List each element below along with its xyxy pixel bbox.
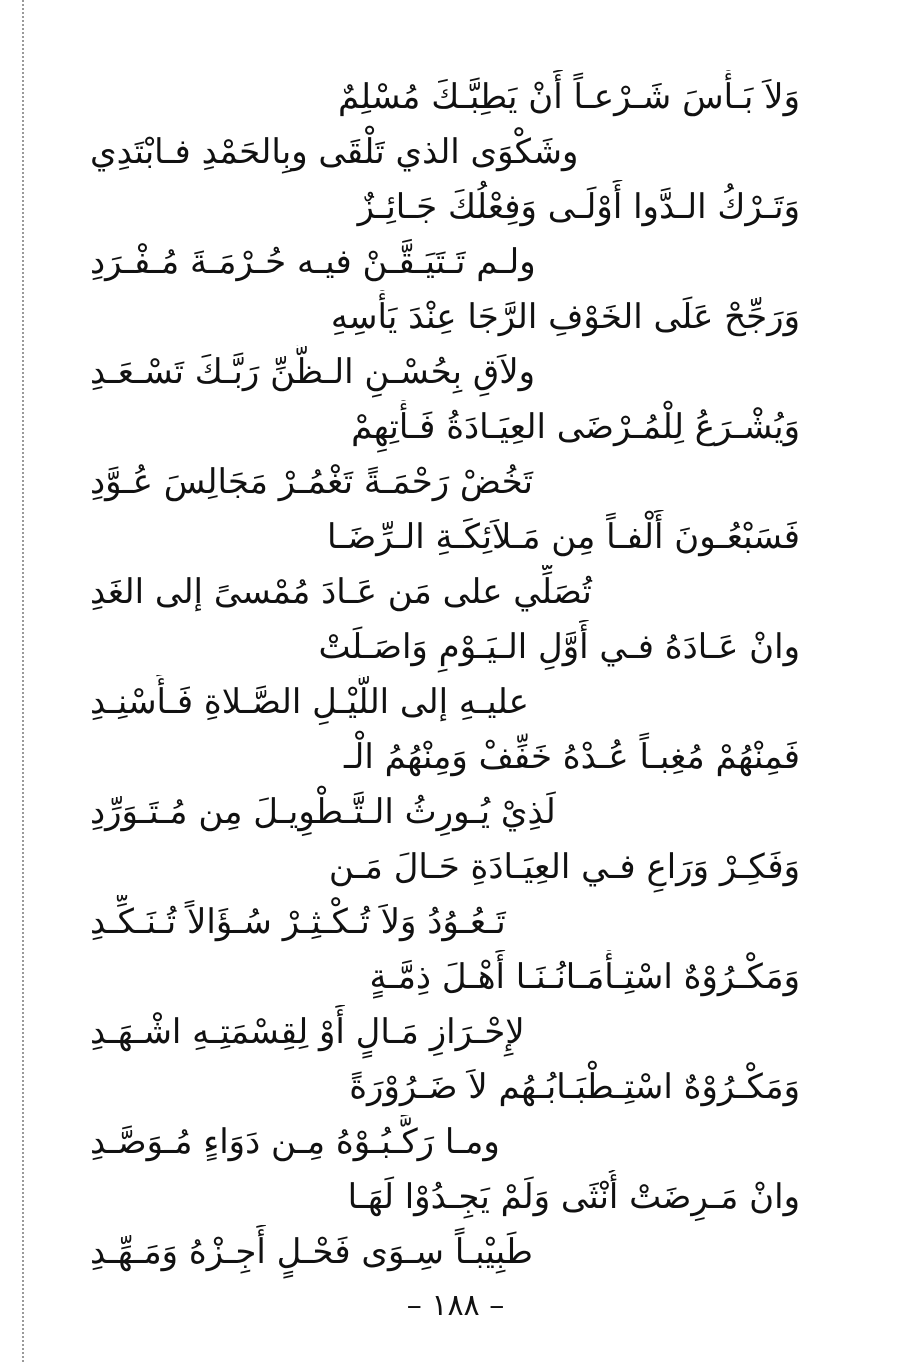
verse-line: ومـا رَكَّـبُـوْهُ مِـن دَوَاءٍ مُـوَصَّـدِ (90, 1122, 500, 1162)
verse-line: وَرَجِّحْ عَلَى الخَوْفِ الرَّجَا عِنْدَ يَأْسِهِ (330, 297, 800, 337)
verse-line: وَلاَ بَـأْسَ شَـرْعـاً أَنْ يَطِبَّـكَ مُسْلِمٌ (337, 77, 800, 117)
verse-line: ولـم تَـتَيَـقَّـنْ فيـه حُـرْمَـةَ مُـفْـرَدِ (90, 242, 536, 282)
verse-line: تَخُضْ رَحْمَـةً تَغْمُـرْ مَجَالِسَ عُـوَّدِ (90, 462, 533, 502)
verse-line: لَذِيْ يُـورِثُ الـتَّـطْوِيـلَ مِن مُـتَـوَرِّدِ (90, 792, 556, 832)
margin-dotted-rule (22, 0, 24, 1362)
verse-line: تَـعُـوُدُ وَلاَ تُـكْـثِـرْ سُـؤَالاً تُـنَـكِّـدِ (90, 902, 506, 942)
verse-line: وَيُشْـرَعُ لِلْمُـرْضَى العِيَـادَةُ فَـأْتِهِمْ (351, 407, 800, 447)
page-number: – ١٨٨ – (406, 1288, 505, 1323)
verse-line: ولاَقِ بِحُسْـنِ الـظَّنِّ رَبَّـكَ تَسْـعَـدِ (90, 352, 536, 392)
verse-line: وانْ عَـادَهُ فـي أَوَّلِ الـيَـوْمِ وَاصَـلَتْ (318, 627, 800, 667)
poem-verses (90, 70, 820, 1280)
verse-line: فَمِنْهُمْ مُغِبـاً عُـدْهُ خَفِّفْ وَمِنْهُمُ الْـ (344, 737, 800, 777)
verse-line: تُصَلِّي على مَن عَـادَ مُمْسىً إلى الغَدِ (90, 572, 592, 612)
verse-line: وَمَكْـرُوْهٌ اسْتِـأْمَـانُـنَـا أَهْـلَ ذِمَّـةٍ (369, 957, 800, 997)
verse-line: فَسَبْعُـونَ أَلْفـاً مِن مَـلاَئِكَـةِ الـرِّضَـا (327, 517, 800, 557)
verse-line: وشَكْوَى الذي تَلْقَى وبِالحَمْدِ فـابْتَدِي (90, 132, 579, 172)
verse-line: لإِحْـرَازِ مَـالٍ أَوْ لِقِسْمَتِـهِ اشْـهَـدِ (90, 1012, 525, 1052)
verse-line: طَبِيْبـاً سِـوَى فَحْـلٍ أَجِـزْهُ وَمَـهِّـدِ (90, 1232, 533, 1272)
verse-line: عليـهِ إلى اللَّيْـلِ الصَّـلاةِ فَـأَسْنِـدِ (90, 682, 529, 722)
verse-line: وَمَكْـرُوْهٌ اسْتِـطْبَـابُـهُم لاَ ضَـرُوْرَةً (349, 1067, 800, 1107)
verse-line: وانْ مَـرِضَتْ أُنْثَى وَلَمْ يَجِـدُوْا لَهَـا (347, 1177, 800, 1217)
verse-line: وَتَـرْكُ الـدَّوا أَوْلَـى وَفِعْلُكَ جَـائِـزٌ (357, 187, 800, 227)
verse-line: وَفَكِـرْ وَرَاعِ فـي العِيَـادَةِ حَـالَ مَـن (328, 847, 800, 887)
